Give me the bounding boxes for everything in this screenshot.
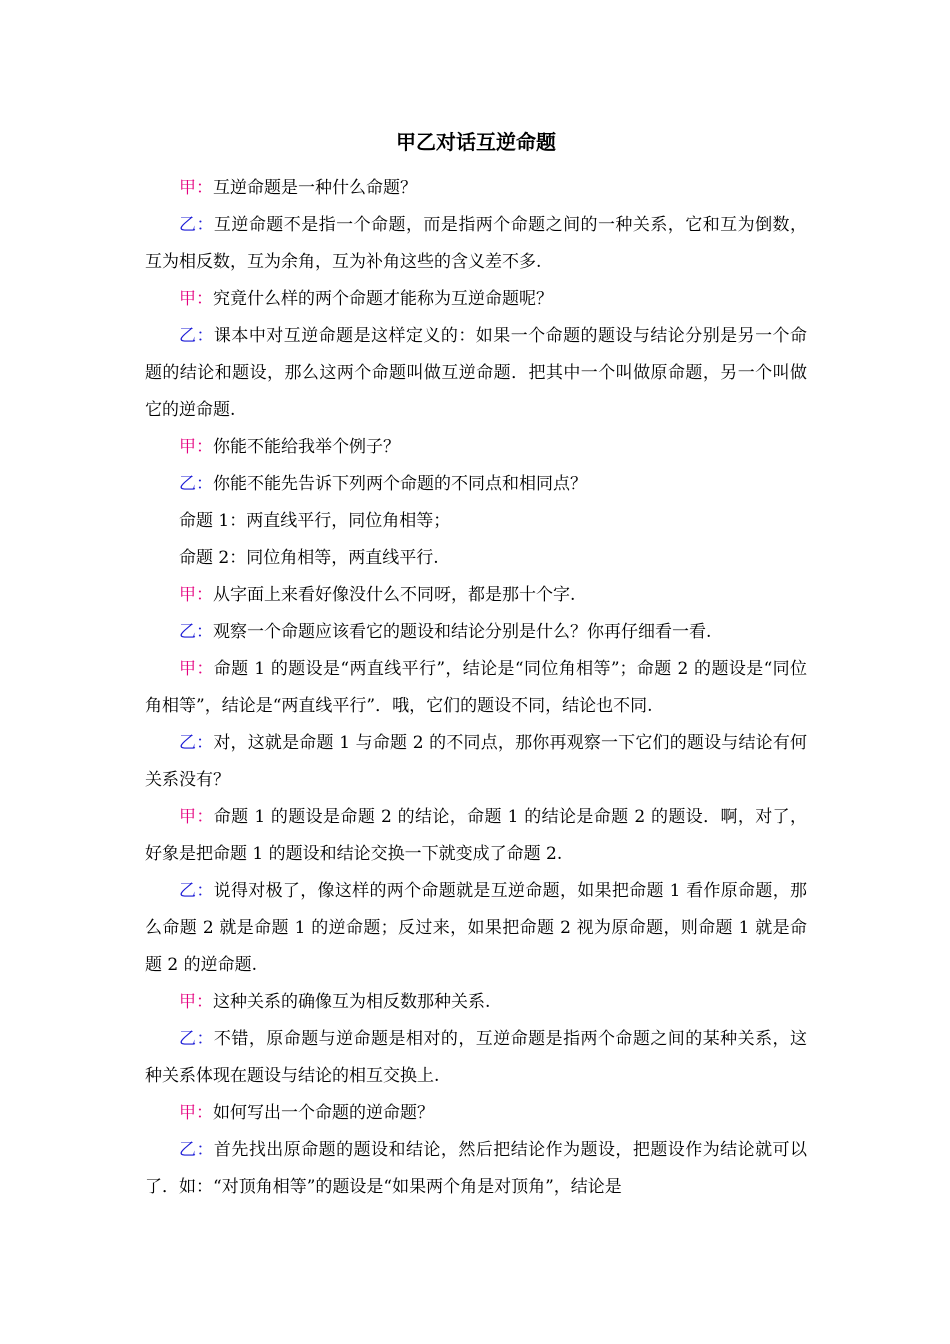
speaker-b-label: 乙： xyxy=(179,474,213,494)
paragraph-text: 你能不能给我举个例子？ xyxy=(213,437,400,457)
dialogue-paragraph xyxy=(145,170,807,207)
speaker-a-label: 甲： xyxy=(179,289,213,309)
paragraph-text: 命题 2：同位角相等，两直线平行. xyxy=(179,548,439,568)
speaker-a-label: 甲： xyxy=(179,1103,213,1123)
paragraph-text: 观察一个命题应该看它的题设和结论分别是什么？你再仔细看一看. xyxy=(213,622,712,642)
dialogue-paragraph xyxy=(145,540,807,577)
speaker-a-label: 甲： xyxy=(179,437,213,457)
paragraph-text: 互逆命题是一种什么命题？ xyxy=(213,178,417,198)
paragraph-text: 不错，原命题与逆命题是相对的，互逆命题是指两个命题之间的某种关系，这种关系体现在题设与结论的相互交换上. xyxy=(145,1029,808,1086)
speaker-b-label: 乙： xyxy=(179,622,213,642)
dialogue-paragraph xyxy=(145,207,807,281)
dialogue-paragraph xyxy=(145,725,807,799)
speaker-a-label: 甲： xyxy=(179,659,214,679)
dialogue-paragraph xyxy=(145,1021,807,1095)
dialogue-paragraph xyxy=(145,651,807,725)
paragraph-text: 究竟什么样的两个命题才能称为互逆命题呢？ xyxy=(213,289,553,309)
dialogue-paragraph xyxy=(145,1095,807,1132)
paragraph-text: 对，这就是命题 1 与命题 2 的不同点，那你再观察一下它们的题设与结论有何关系没有？ xyxy=(145,733,808,790)
paragraph-text: 说得对极了，像这样的两个命题就是互逆命题，如果把命题 1 看作原命题，那么命题 2 就是命题 1 的逆命题；反过来，如果把命题 2 视为原命题，则命题 1 就是命题 2 的逆命题. xyxy=(145,881,808,975)
speaker-a-label: 甲： xyxy=(179,807,214,827)
dialogue-paragraph xyxy=(145,873,807,984)
dialogue-body xyxy=(145,170,807,1206)
dialogue-paragraph xyxy=(145,614,807,651)
paragraph-text: 命题 1 的题设是“两直线平行”，结论是“同位角相等”；命题 2 的题设是“同位角相等”，结论是“两直线平行”．哦，它们的题设不同，结论也不同. xyxy=(145,659,808,716)
speaker-a-label: 甲： xyxy=(179,585,213,605)
speaker-a-label: 甲： xyxy=(179,178,213,198)
speaker-b-label: 乙： xyxy=(179,881,214,901)
paragraph-text: 如何写出一个命题的逆命题？ xyxy=(213,1103,434,1123)
dialogue-paragraph xyxy=(145,466,807,503)
dialogue-paragraph xyxy=(145,799,807,873)
paragraph-text: 这种关系的确像互为相反数那种关系. xyxy=(213,992,491,1012)
dialogue-paragraph xyxy=(145,429,807,466)
paragraph-text: 命题 1：两直线平行，同位角相等； xyxy=(179,511,451,531)
dialogue-paragraph xyxy=(145,281,807,318)
paragraph-text: 命题 1 的题设是命题 2 的结论，命题 1 的结论是命题 2 的题设．啊，对了，好象是把命题 1 的题设和结论交换一下就变成了命题 2. xyxy=(145,807,807,864)
paragraph-text: 首先找出原命题的题设和结论，然后把结论作为题设，把题设作为结论就可以了．如：“对顶角相等”的题设是“如果两个角是对顶角”，结论是 xyxy=(145,1140,808,1197)
speaker-b-label: 乙： xyxy=(179,215,214,235)
speaker-b-label: 乙： xyxy=(179,1140,214,1160)
dialogue-paragraph xyxy=(145,318,807,429)
dialogue-paragraph xyxy=(145,577,807,614)
speaker-b-label: 乙： xyxy=(179,326,214,346)
paragraph-text: 课本中对互逆命题是这样定义的：如果一个命题的题设与结论分别是另一个命题的结论和题设，那么这两个命题叫做互逆命题．把其中一个叫做原命题，另一个叫做它的逆命题. xyxy=(145,326,808,420)
paragraph-text: 互逆命题不是指一个命题，而是指两个命题之间的一种关系，它和互为倒数，互为相反数，互为余角，互为补角这些的含义差不多. xyxy=(145,215,808,272)
paragraph-text: 你能不能先告诉下列两个命题的不同点和相同点？ xyxy=(213,474,587,494)
dialogue-paragraph xyxy=(145,1132,807,1206)
document-title: 甲乙对话互逆命题 xyxy=(396,130,556,154)
speaker-b-label: 乙： xyxy=(179,733,214,753)
paragraph-text: 从字面上来看好像没什么不同呀，都是那十个字. xyxy=(213,585,576,605)
dialogue-paragraph xyxy=(145,984,807,1021)
dialogue-paragraph xyxy=(145,503,807,540)
document-page xyxy=(145,124,807,1206)
speaker-b-label: 乙： xyxy=(179,1029,214,1049)
speaker-a-label: 甲： xyxy=(179,992,213,1012)
